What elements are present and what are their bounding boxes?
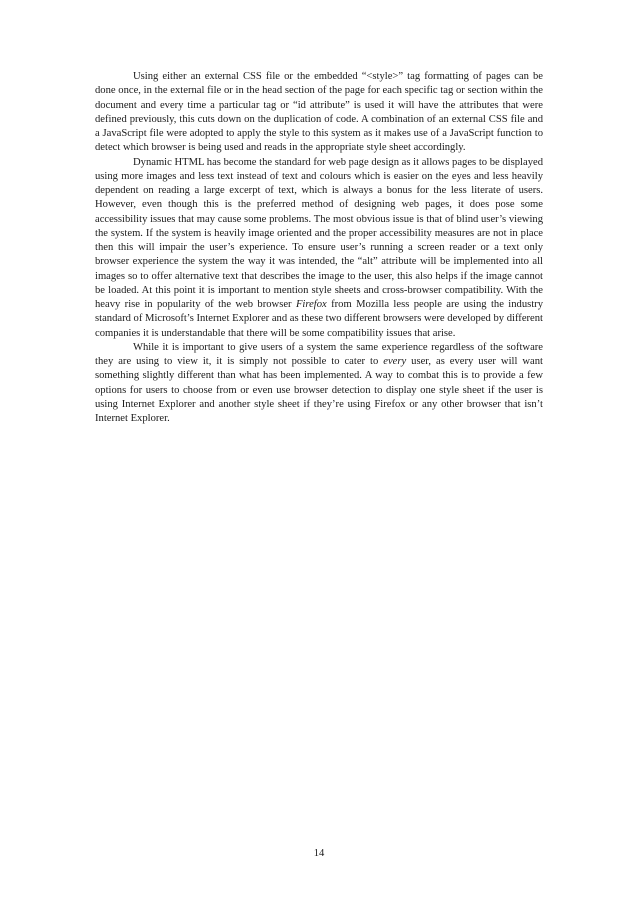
page-number: 14	[313, 848, 325, 859]
paragraph-text: from Mozilla less people are using the industry standard of Microsoft’s Internet Explorer and as these two different browsers were developed by different companies it is understandable that there will be some compatibility issues that arise.	[95, 299, 544, 339]
paragraph	[95, 70, 543, 156]
paragraph-text: While it is important to give users of a system the same experience regardless of the software they are using to view it, it is simply not possible to cater to	[95, 341, 543, 367]
paragraph-text: user, as every user will want something slightly different than what has been implemented. A way to combat this is to provide a few options for users to choose from or even use browser detection to display one style sheet if the user is using Internet Explorer and another style sheet if they’re using Firefox or any other browser that isn’t Internet Explorer.	[95, 356, 543, 424]
italic-term-every: every	[383, 356, 407, 367]
body-text	[95, 70, 543, 426]
paragraph-text: Using either an external CSS file or the embedded “<style>” tag formatting of pages can be done once, in the external file or in the head section of the page for each specific tag or section within the document and every time a particular tag or “id attribute” is used it will have the attributes that were defined previously, this cuts down on the duplication of code. A combination of an external CSS file and a JavaScript file were adopted to apply the style to this system as it makes use of a JavaScript function to detect which browser is being used and reads in the appropriate style sheet accordingly.	[95, 71, 543, 154]
paragraph	[95, 341, 543, 427]
italic-term-firefox: Firefox	[295, 299, 327, 310]
paragraph-text: Dynamic HTML has become the standard for web page design as it allows pages to be displayed using more images and less text instead of text and colours which is easier on the eyes and less heavily dependent on reading a large excerpt of text, which is always a bonus for the less literate of users. However, even though this is the preferred method of designing web pages, it does pose some accessibility issues that may cause some problems. The most obvious issue is that of blind user’s viewing the system. If the system is heavily image oriented and the proper accessibility measures are not in place then this will impair the user’s experience. To ensure user’s running a screen reader or a text only browser experience the system the way it was intended, the “alt” attribute will be implemented into all images so to offer alternative text that describes the image to the user, this also helps if the image cannot be loaded. At this point it is important to mention style sheets and cross-browser compatibility. With the heavy rise in popularity of the web browser	[95, 156, 543, 310]
paragraph	[95, 156, 543, 341]
